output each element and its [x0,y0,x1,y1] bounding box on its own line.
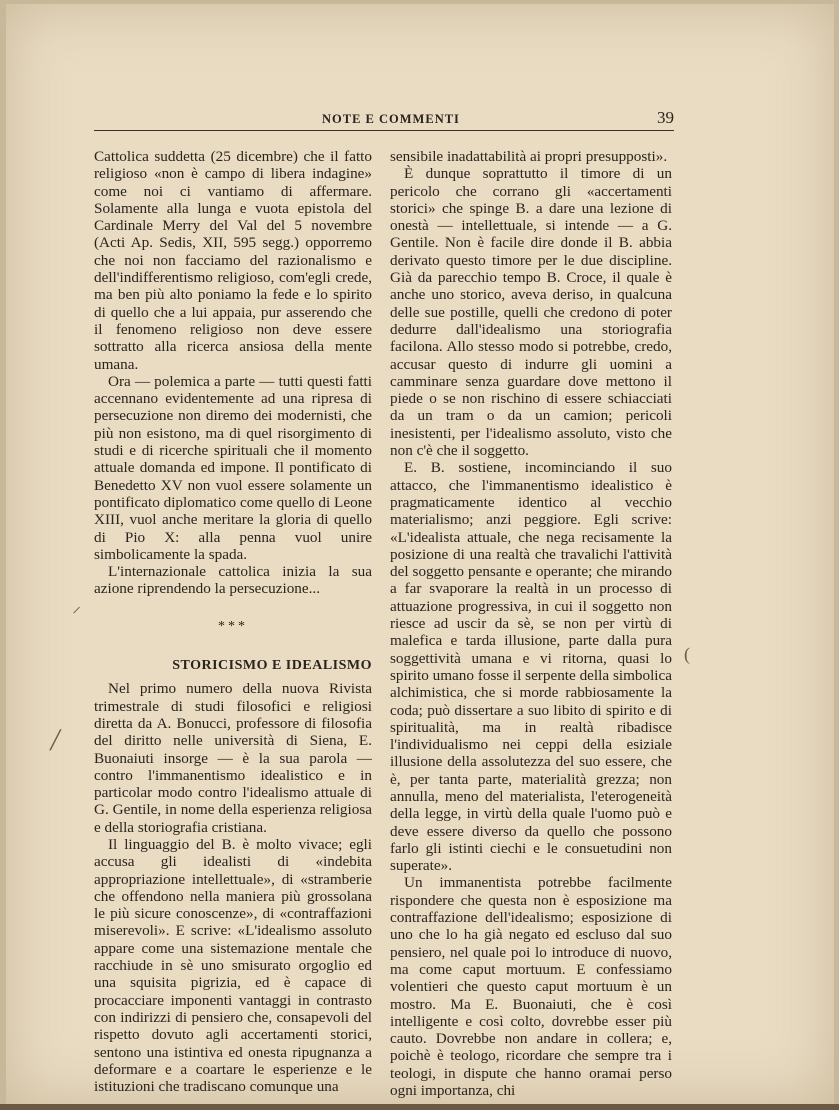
paragraph: Cattolica suddetta (25 dicembre) che il fatto religioso «non è campo di libera indagine» come noi ci vantiamo di affermare. Solamente alla lunga e vuota epistola del Cardinale Merry del Val del 5 novembre (Acti Ap. Sedis, XII, 595 segg.) opporremo che noi non facciamo del razionalismo e dell'indifferentismo religioso, com'egli crede, ma ben più alto poniamo la fede e lo spirito di quello che a lui appaia, pur asserendo che il fenomeno religioso non deve essere sottratto alla ricerca ansiosa della mente umana. [94,148,372,373]
paragraph: Nel primo numero della nuova Rivista trimestrale di studi filosofici e religiosi diretta da A. Bonucci, professore di filosofia del diritto nelle università di Siena, E. Buonaiuti insorge — è la sua parola — contro l'immanentismo idealistico e in particolar modo contro l'idealismo attuale di G. Gentile, in nome della esperienza religiosa e della storiografia cristiana. [94,680,372,836]
paragraph: sensibile inadattabilità ai propri presupposti». [390,148,668,165]
section-title: STORICISMO E IDEALISMO [172,658,372,674]
left-column [94,148,372,1095]
margin-pencil-mark: ⸝ [72,596,81,616]
book-page [6,4,834,1104]
paragraph: Ora — polemica a parte — tutti questi fatti accennano evidentemente ad una ripresa di persecuzione non diremo dei modernisti, che più non esistono, ma di quel risorgimento di studi e di ricerche spirituali che il momento attuale domanda ed impone. Il pontificato di Benedetto XV non vuol essere solamente un pontificato diplomatico come quello di Leone XIII, vuol anche meritare la gloria di quello di Pio X: alla penna vuol unire simbolicamente la spada. [94,372,372,563]
margin-pencil-mark: ╱ [50,730,61,750]
margin-pencil-mark: ( [684,644,690,664]
page-header [94,108,674,131]
paragraph: E. B. sostiene, incominciando il suo attacco, che l'immanentismo idealistico è pragmaticamente identico al vecchio materialismo; anzi peggiore. Egli scrive: «L'idealista attuale, che nega recisamente la posizione di una realtà che travalichi l'attività del soggetto pensante e operante; che mirando a far svaporare la realtà in un processo di attuazione progressiva, in cui il soggetto non riesce ad uscir da sè, se non per virtù di malefica e tarda illusione, parte dalla pura soggettività umana e vi ritorna, quasi lo spirito umano fosse il serpente della simbolica alchimistica, che si morde rabbiosamente la coda; può dissertare a suo libito di spirito e di spiritualità, ma in realtà ribadisce l'individualismo nei ceppi della esiziale illusione della assolutezza del suo essere, che è, per tanta parte, materialità grezza; non annulla, meno del materialista, l'eterogeneità della legge, in virtù della quale l'uomo può e deve essere diverso da quello che possono farlo gli istinti ciechi e le consuetudini non superate». [390,459,672,875]
paragraph: L'internazionale cattolica inizia la sua azione riprendendo la persecuzione... [94,563,372,598]
running-title: NOTE E COMMENTI [322,112,460,126]
right-column [390,148,672,1099]
section-separator: *** [218,618,248,634]
paragraph: Il linguaggio del B. è molto vivace; egli accusa gli idealisti di «indebita appropriazione intellettuale», di «stramberie che offendono nella maniera più grossolana le più sicure conoscenze», di «contraffazioni miserevoli». E scrive: «L'idealismo assoluto appare come una sistemazione mentale che racchiude in sè uno smisurato orgoglio ed una squisita pigrizia, ed è capace di procacciare imponenti vantaggi in contrasto con indirizzi di pensiero che, consapevoli del rispetto dovuto agli accertamenti storici, sentono una istintiva ed onesta ripugnanza a deformare e a coartare le esperienze e le istituzioni che tradiscano comunque una [94,835,372,1096]
page-number: 39 [657,108,674,127]
page-edge [0,1104,839,1110]
paragraph: È dunque soprattutto il timore di un pericolo che corrano gli «accertamenti storici» che spinge B. a dare una lezione di onestà — intellettuale, si intende — a G. Gentile. Non è facile dire donde il B. abbia derivato questo timore per le due discipline. Già da parecchio tempo B. Croce, il quale è anche uno storico, aveva deriso, in qualcuna delle sue postille, quelli che credono di poter dedurre dall'idealismo una storiografia facilona. Allo stesso modo si potrebbe, credo, accusar questo di indurre gli uomini a camminare senza guardare dove mettono il piede o se non rischino di essere schiacciati da un tram o da un camion; pericoli inesistenti, per l'idealismo assoluto, visto che non c'è che il soggetto. [390,165,672,460]
paragraph: Un immanentista potrebbe facilmente rispondere che questa non è esposizione ma contraffazione dell'idealismo; esposizione di uno che lo ha già negato ed escluso dal suo pensiero, nel quale poi lo introduce di nuovo, ma come caput mortuum. E confessiamo volentieri che questo caput mortuum è un mostro. Ma E. Buonaiuti, che è così intelligente e così colto, dovrebbe esser più cauto. Dovrebbe non andare in collera; e, poichè è teologo, ricordare che sempre tra i teologi, in dispute che hanno oramai perso ogni importanza, chi [390,874,672,1100]
